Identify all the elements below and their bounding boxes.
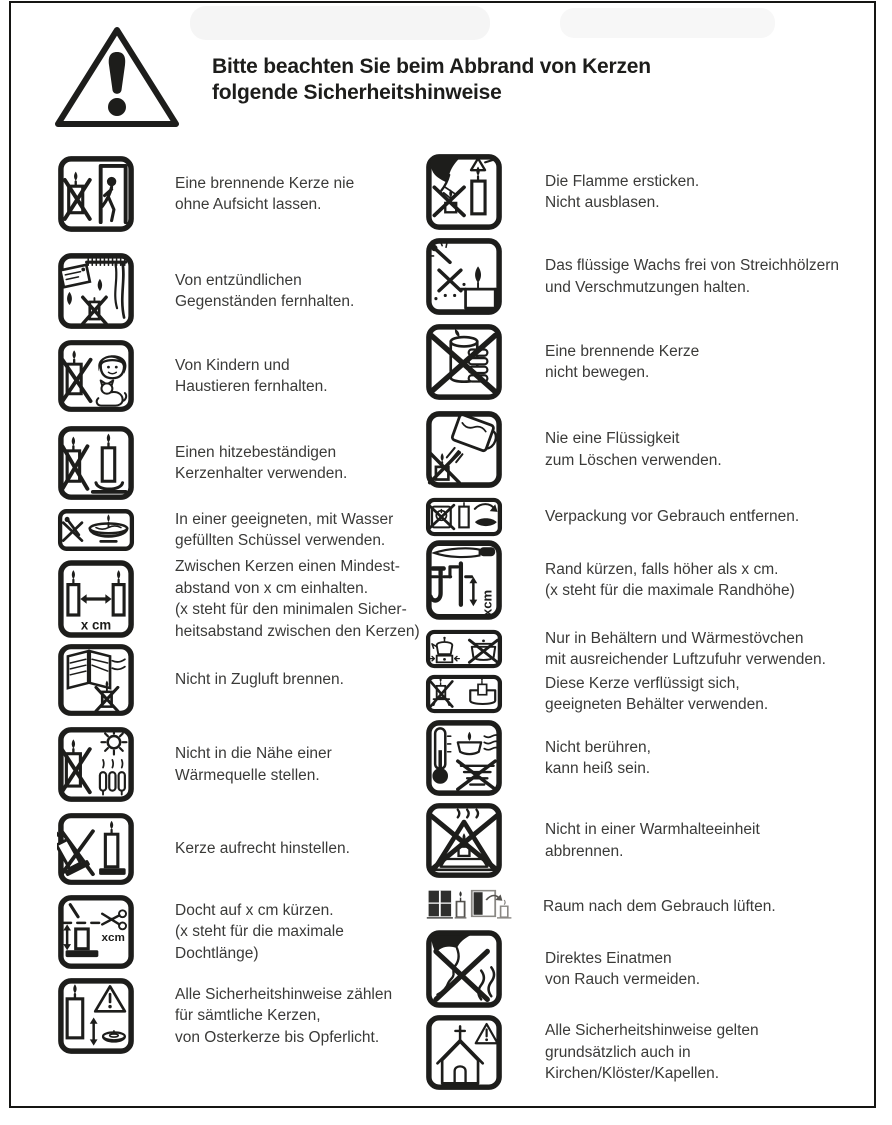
safety-item-text (545, 948, 700, 991)
safety-item-line: für sämtliche Kerzen, (175, 1007, 321, 1025)
safety-item-line: Nicht ausblasen. (545, 194, 660, 211)
safety-item (57, 339, 328, 413)
ventilate-room-icon (425, 886, 515, 928)
safety-item-text (545, 1020, 759, 1085)
safety-item-line: nicht bewegen. (545, 364, 650, 381)
draft-icon (57, 643, 135, 717)
safety-item (57, 977, 392, 1055)
safety-item-line: gefüllten Schüssel verwenden. (175, 532, 386, 549)
safety-item (57, 425, 347, 501)
safety-item-line: Dochtlänge) (175, 944, 259, 962)
safety-item-line: Nicht in Zugluft brennen. (175, 671, 344, 689)
safety-item-line: Nicht in einer Warmhalteeinheit (545, 821, 760, 838)
safety-item-line: Wärmequelle stellen. (175, 766, 320, 784)
safety-item-line: Zwischen Kerzen einen Mindest- (175, 558, 400, 575)
no-warming-unit-icon (425, 802, 503, 879)
safety-item-line: Einen hitzebeständigen (175, 443, 337, 461)
upright-candle-icon (57, 812, 135, 886)
liquefying-candle-icon (425, 674, 503, 714)
page-title-line: Bitte beachten Sie beim Abbrand von Kerzen (212, 55, 651, 78)
safety-item-line: von Osterkerze bis Opferlicht. (175, 1028, 380, 1046)
safety-item-text (175, 556, 420, 642)
safety-item-line: Direktes Einatmen (545, 949, 672, 967)
safety-item-text (175, 900, 344, 965)
svg-text:xcm: xcm (101, 932, 125, 945)
safety-item-line: Kerze aufrecht hinstellen. (175, 840, 350, 858)
page-title-line: folgende Sicherheitshinweise (212, 81, 502, 104)
safety-item-line: Nur in Behältern und Wärmestövchen (545, 629, 804, 647)
safety-item-text (175, 838, 350, 860)
safety-item (425, 237, 839, 316)
safety-item-line: Nicht berühren, (545, 738, 651, 756)
water-bowl-icon (57, 508, 135, 552)
heat-source-icon (57, 726, 135, 803)
safety-item (425, 719, 651, 797)
safety-item-text (175, 270, 354, 313)
safety-item (425, 802, 760, 879)
safety-item (425, 153, 699, 231)
children-pets-icon (57, 339, 135, 413)
safety-item-line: und Verschmutzungen halten. (545, 278, 751, 296)
safety-item-line: In einer geeigneten, mit Wasser (175, 510, 394, 528)
church-use-icon (425, 1014, 503, 1091)
safety-item-text (175, 669, 344, 691)
clean-wax-icon (425, 237, 503, 316)
safety-item-line: Das flüssige Wachs frei von Streichhölzern (545, 257, 840, 274)
safety-item-text (545, 737, 651, 780)
safety-item-line: Raum nach dem Gebrauch lüften. (543, 898, 776, 916)
safety-item-line: abstand von x cm einhalten. (175, 579, 369, 597)
unattended-candle-icon (57, 155, 135, 233)
safety-item (425, 1014, 759, 1091)
all-candle-types-icon (57, 977, 135, 1055)
safety-item-line: geeigneten Behälter verwenden. (545, 696, 769, 713)
heat-resistant-holder-icon (57, 425, 135, 501)
safety-item-line: (x steht für die maximale Randhöhe) (545, 582, 795, 599)
container-airflow-icon (425, 629, 503, 669)
wick-trim-icon (57, 894, 135, 970)
flammable-objects-icon (57, 252, 135, 330)
safety-item-line: Kerzenhalter verwenden. (175, 465, 348, 482)
safety-item-line: abbrennen. (545, 842, 624, 860)
safety-item-line: Die Flamme ersticken. (545, 172, 700, 190)
safety-item (425, 674, 768, 714)
safety-item-text (545, 559, 795, 602)
no-smoke-inhale-icon (425, 929, 503, 1009)
do-not-move-icon (425, 323, 503, 401)
safety-item (57, 643, 344, 717)
safety-item (57, 252, 354, 330)
safety-item-line: (x steht für die maximale (175, 923, 344, 941)
warning-triangle-icon (52, 24, 182, 130)
safety-item (57, 812, 350, 886)
safety-item-text (545, 506, 799, 528)
safety-item-text (175, 509, 393, 552)
safety-item-line: Diese Kerze verflüssigt sich, (545, 674, 740, 692)
safety-item-line: (x steht für den minimalen Sicher- (175, 601, 407, 618)
safety-item-line: von Rauch vermeiden. (545, 971, 701, 988)
safety-item-line: Verpackung vor Gebrauch entfernen. (545, 508, 800, 526)
remove-packaging-icon (425, 497, 503, 537)
safety-item-line: zum Löschen verwenden. (545, 451, 722, 469)
safety-item-text (545, 341, 699, 384)
safety-item-text (545, 171, 699, 214)
safety-item-line: mit ausreichender Luftzufuhr verwenden. (545, 651, 826, 668)
safety-item-line: Eine brennende Kerze nie (175, 174, 355, 192)
safety-item (57, 508, 393, 552)
safety-item-line: Von Kindern und (175, 356, 290, 374)
safety-item-text (175, 355, 328, 398)
safety-item-line: Eine brennende Kerze (545, 342, 700, 360)
safety-item-line: Alle Sicherheitshinweise zählen (175, 985, 393, 1003)
safety-item (57, 726, 332, 803)
trim-rim-icon (425, 539, 503, 621)
safety-item (425, 410, 722, 489)
safety-item-text (175, 442, 347, 485)
safety-item-line: Nicht in die Nähe einer (175, 745, 332, 762)
safety-item-text (175, 173, 354, 216)
safety-item (425, 539, 795, 621)
safety-item (425, 929, 700, 1009)
scan-artifact (190, 6, 490, 40)
safety-item-line: Haustieren fernhalten. (175, 378, 328, 395)
do-not-touch-icon (425, 719, 503, 797)
safety-item-line: heitsabstand zwischen den Kerzen) (175, 622, 420, 640)
scan-artifact (560, 8, 775, 38)
safety-item (425, 497, 799, 537)
snuff-flame-icon (425, 153, 503, 231)
safety-item-text (545, 819, 760, 862)
safety-item-line: Von entzündlichen (175, 271, 302, 289)
safety-item-text (545, 673, 768, 716)
svg-text:xcm: xcm (479, 589, 495, 617)
safety-item-text (545, 255, 839, 298)
safety-item (425, 886, 776, 928)
svg-text:x cm: x cm (80, 617, 112, 633)
safety-item-line: Kirchen/Klöster/Kapellen. (545, 1065, 720, 1083)
safety-item-text (175, 743, 332, 786)
safety-item-line: Alle Sicherheitshinweise gelten (545, 1022, 759, 1040)
page-title (212, 54, 651, 106)
safety-item-text (545, 428, 722, 471)
safety-item-text (175, 984, 392, 1049)
safety-item-line: kann heiß sein. (545, 760, 651, 777)
safety-item-text (543, 896, 776, 918)
candle-distance-icon (57, 559, 135, 639)
safety-item-line: Rand kürzen, falls höher als x cm. (545, 560, 779, 578)
no-liquid-extinguish-icon (425, 410, 503, 489)
safety-item-line: Nie eine Flüssigkeit (545, 430, 680, 447)
safety-item (425, 323, 699, 401)
safety-item (425, 629, 826, 669)
safety-item (57, 155, 354, 233)
safety-item (57, 559, 420, 639)
safety-item-line: Docht auf x cm kürzen. (175, 901, 334, 919)
safety-item-line: grundsätzlich auch in (545, 1043, 691, 1061)
safety-item-line: Gegenständen fernhalten. (175, 293, 355, 310)
safety-item-text (545, 628, 826, 671)
safety-item (57, 894, 344, 970)
safety-item-line: ohne Aufsicht lassen. (175, 196, 322, 213)
